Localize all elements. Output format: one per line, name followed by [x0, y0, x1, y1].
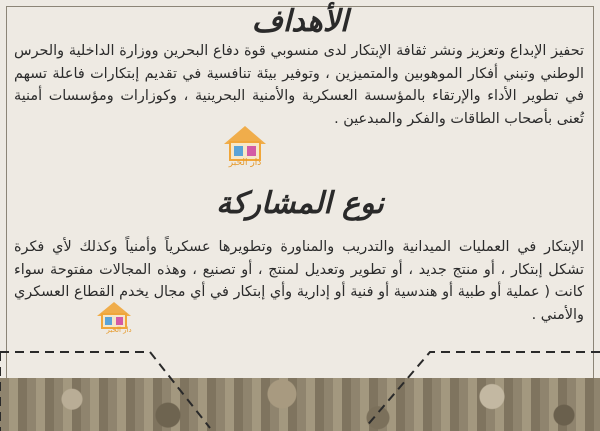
participation-type-paragraph: الإبتكار في العمليات الميدانية والتدريب والمناورة وتطويرها عسكرياً وأمنياً وكذلك لأي فكرة تشكل إبتكار ، أو منتج جديد ، أو تطوير وتعديل لمنتج ، أو تصنيع ، وهذه المجالات مفتوحة سواء كانت ( عملية أو طبية أو هندسية أو فنية أو إدارية وأي إبتكار في أي مجال يخدم القطاع العسكري والأمني .	[14, 239, 584, 323]
watermark-logo	[222, 124, 268, 170]
participation-type-heading: نوع المشاركة	[216, 186, 384, 221]
watermark-logo-small	[96, 300, 132, 346]
watermark-text: دار الخبر	[106, 326, 132, 334]
objectives-paragraph: تحفيز الإبداع وتعزيز ونشر ثقافة الإبتكار لدى منسوبي قوة دفاع البحرين ووزارة الداخلية والحرس الوطني وتبني أفكار الموهوبين والمتميزين ، وتوفير بيئة تنافسية في تقديم إبتكارات فاعلة تسهم في تطوير الأداء والإرتقاء بالمؤسسة العسكرية والأمنية البحرينية ، وكوزارات ومؤسسات أمنية تُعنى بأصحاب الطاقات والفكر والمبدعين .	[14, 43, 584, 127]
watermark-text: دار الخبر	[228, 158, 262, 168]
house-logo-icon	[222, 124, 268, 162]
objectives-heading: الأهداف	[251, 4, 349, 39]
